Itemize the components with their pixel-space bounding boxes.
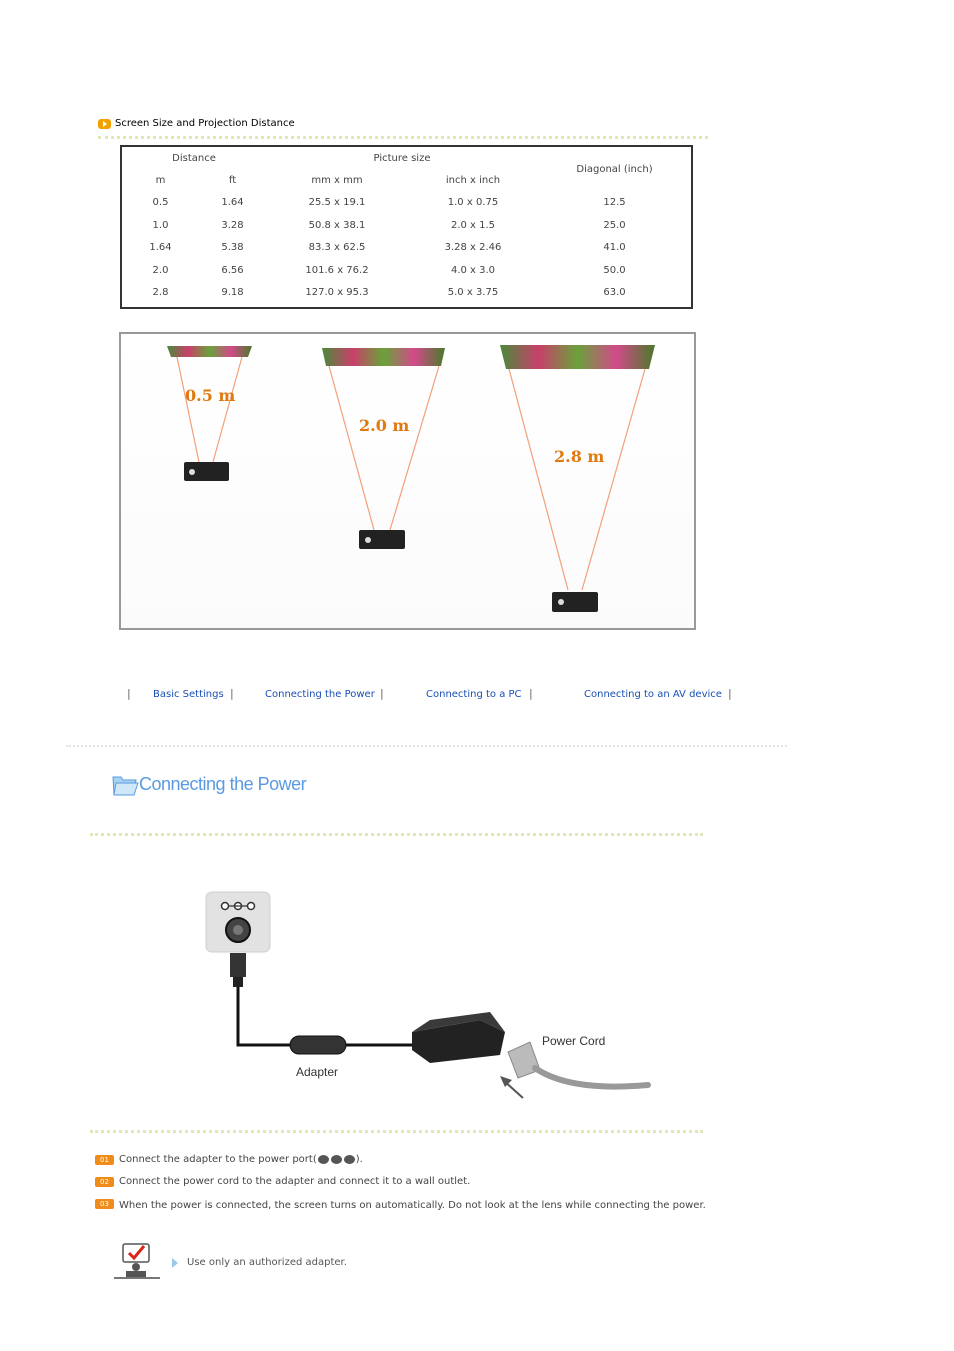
table-cell: 12.5 [603,197,626,209]
table-cell: 3.28 [221,219,244,231]
nav-separator: | [380,687,384,700]
nav-separator: | [230,687,234,700]
step-3 [95,1199,706,1211]
ferrite-core-icon [290,1036,346,1054]
header-distance: Distance [172,152,216,164]
note-text: Use only an authorized adapter. [187,1257,347,1268]
step-1 [95,1154,363,1165]
table-cell: 6.56 [221,264,244,276]
distance-label-1: 0.5 m [185,386,236,405]
nav-separator: | [529,687,533,700]
dotted-divider [90,833,703,836]
nav-separator: | [728,687,732,700]
distance-label-3: 2.8 m [554,447,605,466]
table-cell: 50.8 x 38.1 [308,219,366,231]
header-picture-size: Picture size [373,152,431,164]
table-cell: 5.0 x 3.75 [447,287,499,299]
projection-table [120,145,693,309]
power-connection-diagram [190,880,670,1110]
table-cell: 1.64 [221,197,244,209]
beam-line [329,366,374,530]
table-row [122,237,691,259]
beam-line [582,369,645,590]
table-cell: 0.5 [152,197,169,209]
dotted-divider [66,745,787,747]
table-cell: 127.0 x 95.3 [305,287,369,299]
step-badge: 03 [95,1199,114,1209]
step-text: Connect the power cord to the adapter and connect it to a wall outlet. [119,1176,471,1187]
table-cell: 5.38 [221,242,244,254]
table-cell: 25.0 [603,219,626,231]
plug-icon [230,953,246,977]
section-title: Screen Size and Projection Distance [115,118,295,129]
table-cell: 101.6 x 76.2 [305,264,369,276]
nav-separator: | [127,687,131,700]
power-cord-label: Power Cord [542,1034,606,1048]
screen-image-3 [500,345,655,369]
header-diagonal: Diagonal (inch) [576,163,653,175]
step-badge: 01 [95,1155,114,1165]
adapter-label: Adapter [296,1065,339,1079]
note-checkmark-icon [114,1243,160,1279]
screen-image-1 [167,346,252,357]
table-cell: 50.0 [603,264,626,276]
table-cell: 2.8 [152,287,169,299]
table-cell: 2.0 [152,264,169,276]
table-cell: 3.28 x 2.46 [444,242,502,254]
step-text: When the power is connected, the screen turns on automatically. Do not look at the lens while connecting the power. [119,1200,706,1211]
section-heading [98,118,295,129]
beam-line [390,366,439,530]
dotted-divider [98,136,708,139]
beam-line [177,357,199,462]
table-cell: 25.5 x 19.1 [308,197,366,209]
header-inch: inch x inch [445,175,501,187]
triangle-bullet-icon [172,1258,178,1268]
step-text: Connect the adapter to the power port( [119,1154,317,1165]
table-cell: 4.0 x 3.0 [450,264,496,276]
page-title: Connecting the Power [139,773,307,794]
nav-basic-settings[interactable]: Basic Settings [153,689,224,700]
header-ft: ft [228,175,237,187]
folder-icon [111,771,139,797]
table-cell: 1.0 x 0.75 [447,197,499,209]
table-row [122,259,691,281]
beam-line [213,357,242,462]
table-row [122,281,691,303]
dotted-divider [90,1130,703,1133]
arrow-bullet-icon [98,119,111,129]
table-cell: 2.0 x 1.5 [450,219,496,231]
header-m: m [155,175,166,187]
table-cell: 1.64 [149,242,172,254]
step-badge: 02 [95,1177,114,1187]
power-port-symbol-icon [317,1154,356,1165]
projection-illustration [119,332,696,630]
table-row [122,192,691,214]
table-cell: 41.0 [603,242,626,254]
distance-label-2: 2.0 m [359,416,410,435]
screen-image-2 [322,348,445,366]
projection-diagram [121,334,694,628]
step-2 [95,1176,470,1187]
table-cell: 63.0 [603,287,626,299]
table-cell: 9.18 [221,287,244,299]
nav-connecting-pc[interactable]: Connecting to a PC [426,689,522,700]
table-cell: 83.3 x 62.5 [308,242,366,254]
step-text-end: ). [355,1154,363,1165]
nav-connecting-av[interactable]: Connecting to an AV device [584,689,722,700]
page-title-block [111,771,306,797]
beam-line [509,369,568,590]
table-cell: 1.0 [152,219,169,231]
table-row [122,214,691,236]
header-mm: mm x mm [311,175,363,187]
power-cord-plug-icon [508,1042,540,1078]
nav-connecting-power[interactable]: Connecting the Power [265,689,375,700]
note [172,1257,347,1268]
